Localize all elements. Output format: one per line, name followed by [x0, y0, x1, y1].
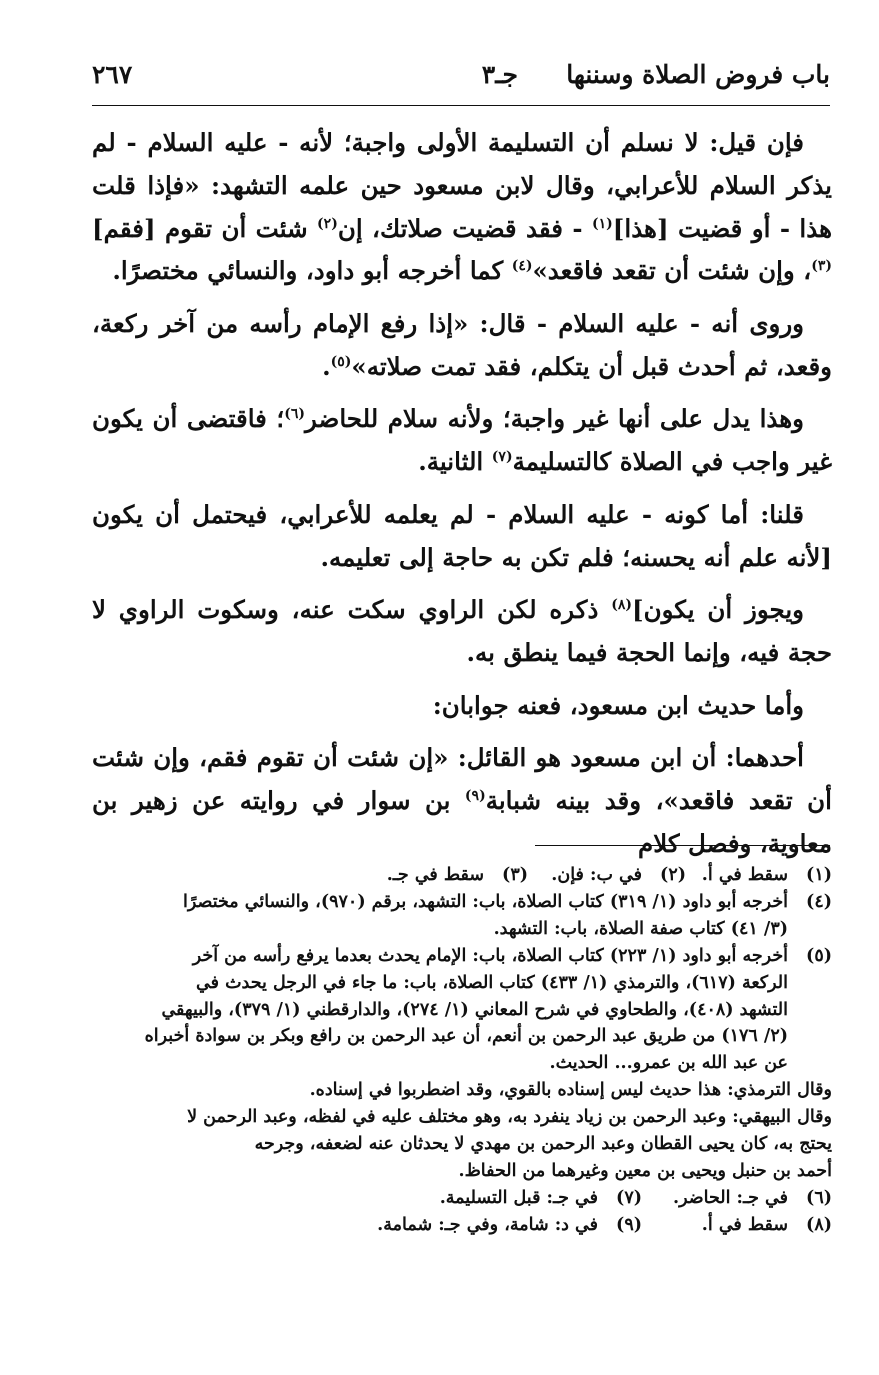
footnote-divider	[535, 845, 830, 846]
text-run: وروى أنه - عليه السلام - قال: «إذا رفع الإمام رأسه من آخر ركعة، وقعد، ثم أحدث قبل أن يتكلم، فقد تمت صلاته»	[92, 308, 832, 381]
footnote-text: في جـ: الحاضر.	[673, 1187, 788, 1208]
paragraph	[92, 303, 832, 389]
text-run: ؛ فاقتضى أن يكون غير واجب في الصلاة كالتسليمة	[92, 404, 832, 477]
paragraph: قلنا: أما كونه - عليه السلام - لم يعلمه للأعرابي، فيحتمل أن يكون [لأنه علم أنه يحسنه؛ فلم تكن به حاجة إلى تعليمه.	[92, 499, 832, 572]
footnote-row	[92, 1185, 832, 1212]
footnote-ref[interactable]: (٤)	[511, 258, 533, 275]
text-run: وهذا يدل على أنها غير واجبة؛ ولأنه سلام للحاضر	[305, 404, 804, 434]
paragraph: وأما حديث ابن مسعود، فعنه جوابان:	[432, 690, 804, 720]
footnote-number: (٧)	[616, 1187, 642, 1208]
chapter-title: باب فروض الصلاة وسننها	[566, 60, 830, 89]
footnote-line: أحمد بن حنبل ويحيى بن معين وغيرهما من الحفاظ.	[458, 1160, 832, 1181]
footnote-item	[686, 862, 832, 889]
footnote-ref[interactable]: (٥)	[330, 353, 352, 370]
paragraph	[92, 737, 832, 865]
text-run: الثانية.	[418, 447, 492, 477]
footnote-text: في ب: فإن.	[551, 865, 642, 885]
footnote-ref[interactable]: (٣)	[811, 258, 832, 275]
footnote-ref[interactable]: (٢)	[317, 215, 338, 232]
text-run: ذكره لكن الراوي سكت عنه، وسكوت الراوي لا حجة فيه، وإنما الحجة فيما ينطق به.	[92, 595, 832, 667]
footnote-line: (٢/ ١٧٦) من طريق عبد الرحمن بن أنعم، أن عبد الرحمن بن رافع وبكر بن سوادة أخبراه	[144, 1026, 788, 1047]
footnote-number: (٩)	[616, 1214, 642, 1235]
footnote-line: أخرجه أبو داود (١/ ٣١٩) كتاب الصلاة، باب: التشهد، برقم (٩٧٠)، والنسائي مختصرًا	[183, 891, 788, 912]
footnote-text: سقط في أ.	[701, 865, 788, 885]
footnote-text: في د: شامة، وفي جـ: شمامة.	[377, 1214, 598, 1235]
footnote-ref[interactable]: (٩)	[464, 787, 486, 804]
footnote-number: (٥)	[806, 945, 832, 966]
footnote-number: (٨)	[806, 1214, 832, 1235]
footnote-row	[92, 862, 832, 889]
page-header	[92, 58, 830, 98]
footnote-number: (٢)	[660, 865, 686, 885]
footnote-text: سقط في أ.	[701, 1214, 788, 1235]
footnote-item	[528, 862, 686, 889]
text-run: ، وإن شئت أن تقعد فاقعد»	[532, 256, 812, 286]
paragraph	[92, 398, 832, 484]
footnote-ref[interactable]: (١)	[592, 215, 613, 232]
footnote-item	[642, 1185, 832, 1212]
footnote-line: وقال الترمذي: هذا حديث ليس إسناده بالقوي، وقد اضطربوا في إسناده.	[309, 1080, 832, 1101]
footnote-number: (٤)	[806, 891, 832, 912]
text-run: أحدهما: أن ابن مسعود هو القائل: «إن شئت أن تقوم فقم، وإن شئت أن تقعد فاقعد»، وقد بينه شبابة	[92, 743, 832, 815]
footnote-item	[377, 1212, 642, 1239]
footnote-line: عن عبد الله بن عمرو... الحديث.	[549, 1053, 788, 1074]
text-run: فإن قيل: لا نسلم أن التسليمة الأولى واجبة؛ لأنه - عليه السلام - لم يذكر السلام للأعرابي، وقال لابن مسعود حين علمه التشهد: «فإذا قلت هذا - أو قضيت [هذا]	[92, 128, 832, 243]
footnote-number: (٦)	[806, 1187, 832, 1208]
text-run: .	[322, 351, 331, 381]
header-divider	[92, 105, 830, 106]
volume-label: جـ٣	[481, 60, 518, 89]
footnotes	[92, 862, 832, 1239]
footnote-line: الركعة (٦١٧)، والترمذي (١/ ٤٣٣) كتاب الصلاة، باب: ما جاء في الرجل يحدث في	[196, 972, 788, 993]
footnote-ref[interactable]: (٨)	[611, 597, 632, 613]
footnote-line: أخرجه أبو داود (١/ ٢٢٣) كتاب الصلاة، باب: الإمام يحدث بعدما يرفع رأسه من آخر	[192, 945, 788, 966]
footnote-item	[642, 1212, 832, 1239]
main-text	[92, 122, 832, 875]
footnote-line: التشهد (٤٠٨)، والطحاوي في شرح المعاني (١/ ٢٧٤)، والدارقطني (١/ ٣٧٩)، والبيهقي	[161, 999, 788, 1020]
footnote-text: سقط في جـ.	[386, 865, 484, 885]
footnote-item	[92, 943, 832, 1078]
page-number: ٢٦٧	[92, 60, 133, 89]
text-run: ويجوز أن يكون]	[631, 595, 804, 625]
footnote-row	[92, 1212, 832, 1239]
text-run: - فقد قضيت صلاتك، إن	[337, 213, 593, 243]
footnote-item	[440, 1185, 642, 1212]
paragraph	[92, 122, 832, 293]
footnote-text: في جـ: قبل التسليمة.	[439, 1187, 598, 1208]
paragraph	[92, 589, 832, 675]
footnote-ref[interactable]: (٧)	[491, 449, 513, 466]
footnote-ref[interactable]: (٦)	[284, 406, 305, 423]
text-run: كما أخرجه أبو داود، والنسائي مختصرًا.	[112, 256, 512, 286]
footnote-number: (٣)	[502, 865, 528, 885]
footnote-item	[92, 889, 832, 943]
footnote-line: وقال البيهقي: وعبد الرحمن بن زياد ينفرد به، وهو مختلف عليه في لفظه، وعبد الرحمن لا	[187, 1107, 832, 1128]
footnote-line: (٣/ ٤١) كتاب صفة الصلاة، باب: التشهد.	[493, 918, 788, 939]
footnote-item	[328, 862, 528, 889]
footnote-number: (١)	[806, 865, 832, 885]
footnote-line: يحتج به، كان يحيى القطان وعبد الرحمن بن مهدي لا يحدثان عنه لضعفه، وجرحه	[254, 1134, 832, 1155]
text-run: شئت أن تقوم [فقم]	[92, 213, 318, 243]
text-run: بن سوار في روايته عن زهير بن معاوية، وفصل كلام	[92, 785, 832, 858]
